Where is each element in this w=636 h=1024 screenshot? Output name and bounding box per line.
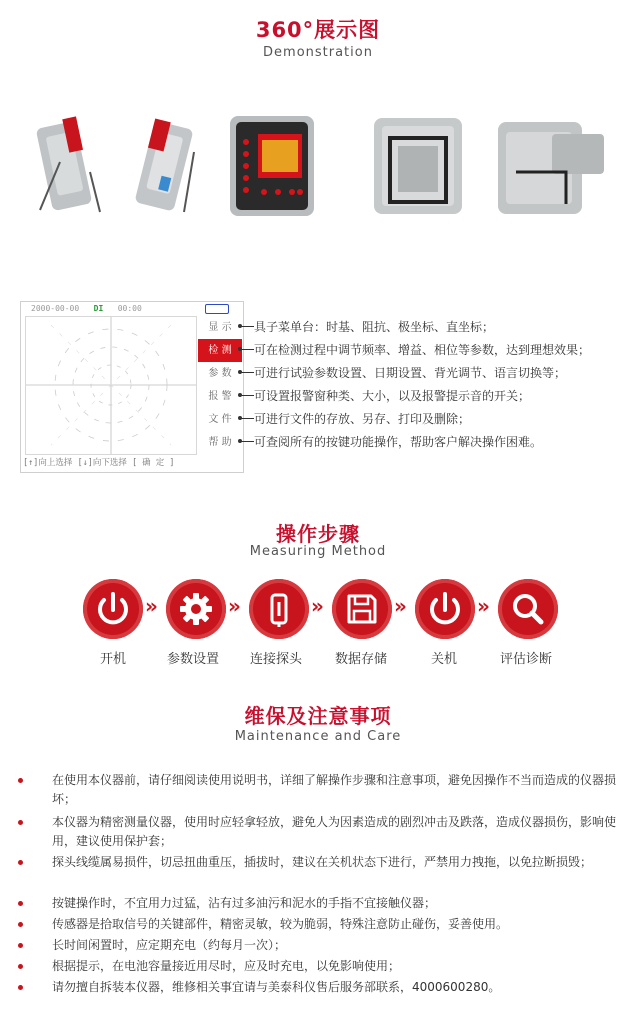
pointer-dot (238, 439, 242, 443)
step-magnifier-icon (498, 579, 558, 639)
note-item (18, 915, 618, 934)
device-front-photo (222, 112, 322, 218)
menu-desc-parameters: 可进行试验参数设置、日期设置、背光调节、语言切换等； (254, 366, 567, 380)
screen-menu (198, 316, 242, 454)
note-text: 按键操作时，不宜用力过猛，沾有过多油污和泥水的手指不宜接触仪器； (52, 896, 437, 910)
step-probe-icon (249, 579, 309, 639)
bullet-dot (18, 820, 23, 825)
step-label-power-on: 开机 (99, 652, 126, 667)
pointer-line (240, 441, 254, 442)
screen-time: 00:00 (117, 304, 142, 313)
pointer-dot (238, 416, 242, 420)
step-label-diagnosis: 评估诊断 (499, 652, 552, 667)
step-floppy-disk-icon (332, 579, 392, 639)
step-arrow: » (477, 594, 490, 618)
menu-item-alarm[interactable]: 报 警 (208, 391, 232, 402)
step-power-on-icon (83, 579, 143, 639)
note-text: 请勿擅自拆装本仪器，维修相关事宜请与美泰科仪售后服务部联系，4000600280。 (52, 980, 501, 994)
battery-icon (205, 304, 229, 314)
section-subtitle-demonstration: Demonstration (263, 45, 373, 60)
bullet-dot (18, 922, 23, 927)
note-item (18, 978, 618, 997)
menu-item-file[interactable]: 文 件 (208, 414, 232, 425)
note-item (18, 853, 618, 872)
note-item (18, 936, 618, 955)
device-back-stand-photo (368, 112, 468, 218)
menu-desc-alarm: 可设置报警窗种类、大小，以及报警提示音的开关； (254, 389, 531, 403)
menu-item-display[interactable]: 显 示 (208, 322, 232, 333)
step-label-data-storage: 数据存储 (334, 652, 387, 667)
pointer-dot (238, 393, 242, 397)
pointer-line (240, 372, 254, 373)
step-gear-icon (166, 579, 226, 639)
step-arrow: » (311, 594, 324, 618)
section-subtitle-measuring: Measuring Method (249, 544, 387, 559)
polar-plot (25, 316, 197, 455)
note-item (18, 957, 618, 976)
step-label-power-off: 关机 (430, 652, 457, 667)
note-text: 传感器是拾取信号的关键部件，精密灵敏，较为脆弱，特殊注意防止碰伤，妥善使用。 (52, 917, 509, 931)
note-item (18, 771, 618, 809)
step-label-connect-probe: 连接探头 (249, 652, 302, 667)
menu-item-help[interactable]: 帮 助 (208, 437, 232, 448)
menu-item-parameters[interactable]: 参 数 (208, 368, 232, 379)
pointer-dot (238, 370, 242, 374)
section-title-measuring: 操作步骤 (276, 522, 360, 546)
step-label-parameters: 参数设置 (166, 652, 219, 667)
step-arrow: » (145, 594, 158, 618)
pointer-line (240, 349, 254, 350)
section-title-demonstration: 360°展示图 (255, 18, 381, 42)
pointer-line (240, 395, 254, 396)
step-power-off-icon (415, 579, 475, 639)
device-back-battery-photo (492, 112, 612, 218)
pointer-line (240, 326, 254, 327)
bullet-dot (18, 964, 23, 969)
device-side-right-photo (122, 112, 202, 218)
pointer-dot (238, 324, 242, 328)
pointer-line (240, 418, 254, 419)
note-item (18, 813, 618, 851)
screen-status-bar (31, 304, 142, 313)
section-subtitle-maintenance: Maintenance and Care (234, 729, 402, 744)
bullet-dot (18, 860, 23, 865)
screen-di-label: DI (93, 304, 104, 313)
note-item (18, 894, 618, 913)
menu-desc-file: 可进行文件的存放、另存、打印及删除； (254, 412, 471, 426)
step-arrow: » (394, 594, 407, 618)
note-text: 在使用本仪器前，请仔细阅读使用说明书，详细了解操作步骤和注意事项，避免因操作不当而造成的仪器损坏； (52, 773, 617, 806)
device-side-left-photo (30, 112, 110, 218)
menu-desc-detect: 可在检测过程中调节频率、增益、相位等参数，达到理想效果； (254, 343, 591, 357)
instrument-screen-panel (20, 301, 244, 473)
bullet-dot (18, 943, 23, 948)
bullet-dot (18, 985, 23, 990)
menu-item-detect[interactable]: 检 测 (198, 339, 242, 362)
menu-desc-help: 可查阅所有的按键功能操作，帮助客户解决操作困难。 (254, 435, 543, 449)
screen-date: 2000-00-00 (31, 304, 80, 313)
note-text: 根据提示，在电池容量接近用尽时，应及时充电，以免影响使用； (52, 959, 401, 973)
step-arrow: » (228, 594, 241, 618)
bullet-dot (18, 901, 23, 906)
note-text: 探头线缆属易损件，切忌扭曲重压，插拔时，建议在关机状态下进行，严禁用力拽拖，以免拉断损毁； (52, 855, 593, 869)
bullet-dot (18, 778, 23, 783)
note-text: 本仪器为精密测量仪器，使用时应轻拿轻放，避免人为因素造成的剧烈冲击及跌落，造成仪器损伤，影响使用，建议使用保护套； (52, 815, 617, 848)
screen-hint-bar: [↑]向上选择 [↓]向下选择 [ 确 定 ] (23, 458, 175, 468)
menu-desc-display: 具子菜单台：时基、阻抗、极坐标、直坐标； (254, 320, 495, 334)
section-title-maintenance: 维保及注意事项 (244, 704, 392, 728)
pointer-dot (238, 347, 242, 351)
note-text: 长时间闲置时，应定期充电（约每月一次）； (52, 938, 287, 952)
